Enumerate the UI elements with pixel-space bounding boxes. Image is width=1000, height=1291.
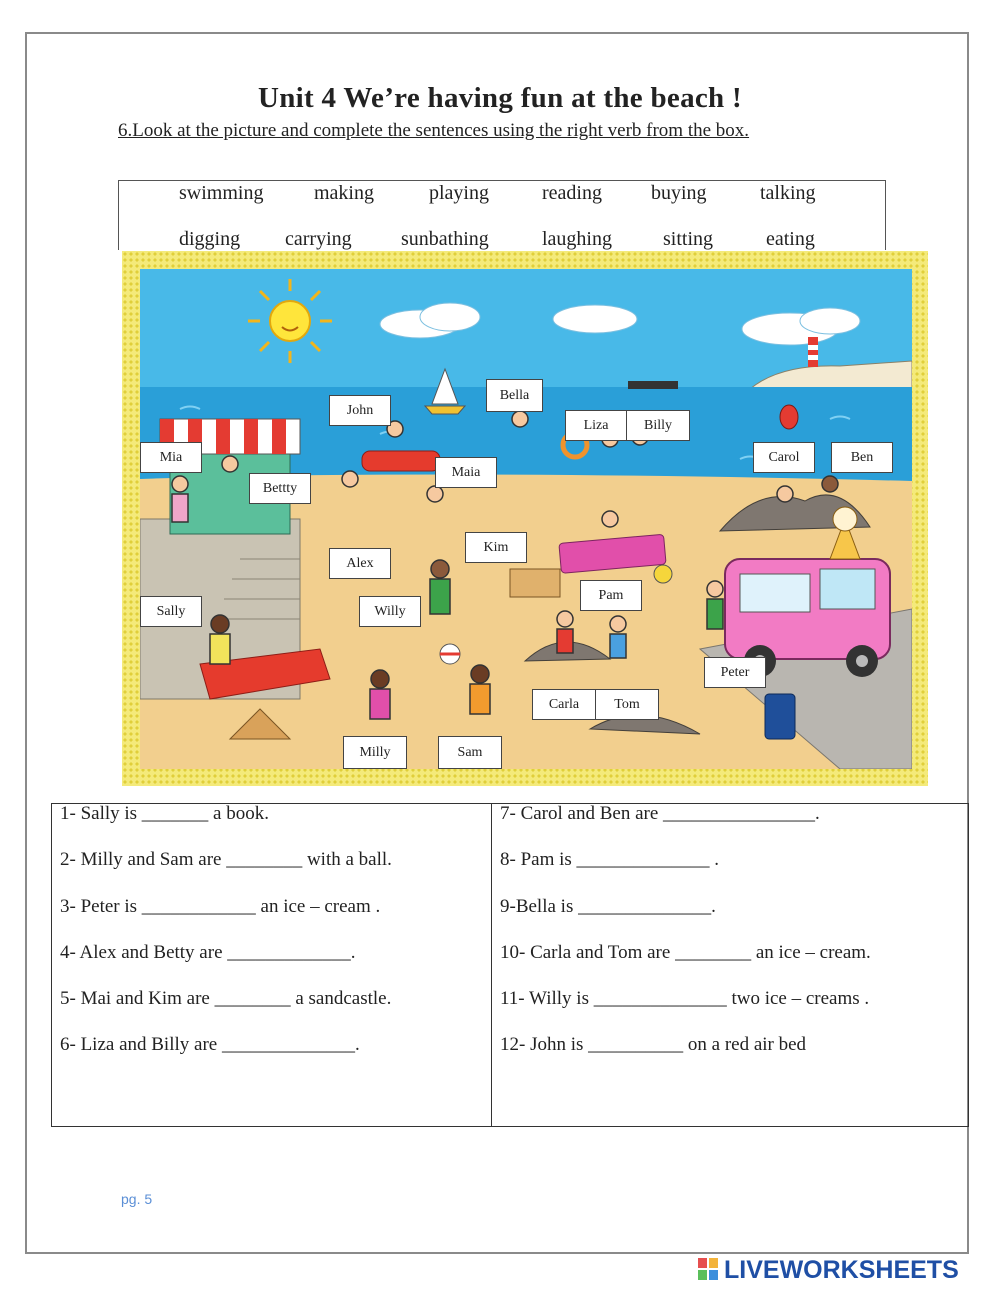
- question-9: 9-Bella is ______________.: [500, 896, 716, 917]
- page-number: pg. 5: [121, 1191, 153, 1207]
- label-tom: Tom: [595, 689, 659, 720]
- label-pam: Pam: [580, 580, 642, 611]
- label-carol: Carol: [753, 442, 815, 473]
- label-liza: Liza: [565, 410, 627, 441]
- word-playing: playing: [429, 182, 489, 204]
- exercise-instruction: 6.Look at the picture and complete the sentences using the right verb from the box.: [118, 120, 750, 141]
- word-making: making: [314, 182, 374, 204]
- label-mia: Mia: [140, 442, 202, 473]
- label-sally: Sally: [140, 596, 202, 627]
- label-billy: Billy: [626, 410, 690, 441]
- page-title: Unit 4 We’re having fun at the beach !: [257, 82, 742, 114]
- word-eating: eating: [766, 228, 815, 250]
- question-4: 4- Alex and Betty are _____________.: [60, 942, 356, 963]
- liveworksheets-logo-icon: [698, 1258, 720, 1282]
- liveworksheets-logo-text: LIVEWORKSHEETS: [724, 1255, 959, 1284]
- word-digging: digging: [179, 228, 241, 250]
- word-reading: reading: [542, 182, 602, 204]
- word-box: [118, 180, 886, 250]
- word-buying: buying: [651, 182, 707, 204]
- label-sam: Sam: [438, 736, 502, 769]
- question-12: 12- John is __________ on a red air bed: [500, 1034, 807, 1055]
- word-sitting: sitting: [663, 228, 714, 250]
- label-ben: Ben: [831, 442, 893, 473]
- question-8: 8- Pam is ______________ .: [500, 849, 720, 870]
- questions-column-divider: [491, 803, 492, 1127]
- label-peter: Peter: [704, 657, 766, 688]
- label-john: John: [329, 395, 391, 426]
- question-5: 5- Mai and Kim are ________ a sandcastle.: [60, 988, 392, 1009]
- question-1: 1- Sally is _______ a book.: [60, 803, 269, 824]
- label-willy: Willy: [359, 596, 421, 627]
- word-carrying: carrying: [285, 228, 352, 250]
- question-2: 2- Milly and Sam are ________ with a ball.: [60, 849, 392, 870]
- beach-picture: [140, 269, 912, 769]
- liveworksheets-logo[interactable]: [698, 1256, 959, 1284]
- label-milly: Milly: [343, 736, 407, 769]
- word-laughing: laughing: [542, 228, 612, 250]
- label-betty: Bettty: [249, 473, 311, 504]
- word-sunbathing: sunbathing: [401, 228, 489, 250]
- word-swimming: swimming: [179, 182, 264, 204]
- label-bella: Bella: [486, 379, 543, 412]
- question-7: 7- Carol and Ben are ________________.: [500, 803, 820, 824]
- question-6: 6- Liza and Billy are ______________.: [60, 1034, 360, 1055]
- question-11: 11- Willy is ______________ two ice – creams .: [500, 988, 870, 1009]
- label-carla: Carla: [532, 689, 596, 720]
- label-alex: Alex: [329, 548, 391, 579]
- label-maia: Maia: [435, 457, 497, 488]
- label-kim: Kim: [465, 532, 527, 563]
- beach-illustration: [140, 269, 912, 769]
- question-10: 10- Carla and Tom are ________ an ice – cream.: [500, 942, 871, 963]
- word-talking: talking: [760, 182, 816, 204]
- question-3: 3- Peter is ____________ an ice – cream .: [60, 896, 381, 917]
